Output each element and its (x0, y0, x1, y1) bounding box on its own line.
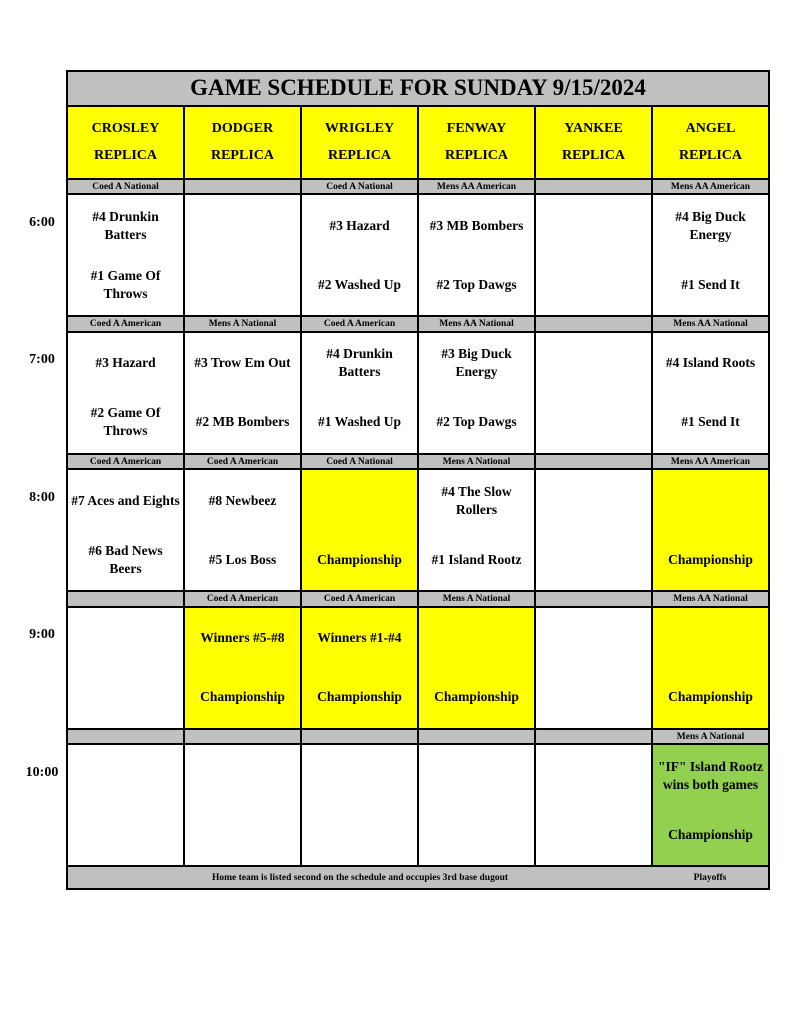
game-team-bottom (71, 805, 180, 864)
game-cell (301, 332, 418, 454)
field-sub: REPLICA (327, 148, 391, 164)
division-label: Mens A National (652, 729, 769, 744)
game-team-bottom (539, 668, 648, 727)
game-cell (535, 607, 652, 729)
division-row (67, 316, 769, 331)
game-team-top (305, 471, 414, 530)
game-cell (535, 744, 652, 866)
division-label: Mens AA National (652, 316, 769, 331)
game-team-bottom: #2 MB Bombers (195, 414, 290, 430)
game-cell (184, 469, 301, 591)
game-team-top (539, 471, 648, 530)
division-label: Coed A American (184, 591, 301, 606)
division-label: Mens A National (418, 591, 535, 606)
game-cell (67, 469, 184, 591)
game-team-bottom: #5 Los Boss (208, 551, 277, 567)
game-team-top (188, 746, 297, 805)
division-label (67, 591, 184, 606)
game-cell (67, 744, 184, 866)
game-team-top: #4 Island Roots (665, 355, 756, 371)
division-label: Coed A American (301, 316, 418, 331)
game-cell (67, 194, 184, 316)
field-sub: REPLICA (93, 148, 157, 164)
game-cell (535, 332, 652, 454)
game-team-top: #3 Big Duck Energy (441, 346, 512, 380)
game-team-bottom (71, 668, 180, 727)
game-team-bottom (422, 805, 531, 864)
field-header-row (67, 106, 769, 179)
game-cell (535, 194, 652, 316)
field-header (535, 106, 652, 179)
field-sub: REPLICA (444, 148, 508, 164)
game-team-top (71, 609, 180, 668)
division-label: Coed A National (301, 179, 418, 194)
time-slot-row (67, 744, 769, 866)
game-team-bottom (539, 255, 648, 314)
division-label: Mens AA American (418, 179, 535, 194)
division-label (535, 179, 652, 194)
division-row (67, 179, 769, 194)
time-slot-row (67, 469, 769, 591)
game-team-top (539, 746, 648, 805)
field-header (418, 106, 535, 179)
division-label: Coed A American (184, 454, 301, 469)
division-label: Coed A American (301, 591, 418, 606)
game-team-bottom: #1 Island Rootz (431, 551, 522, 567)
game-team-top (539, 334, 648, 393)
game-team-bottom: Championship (668, 826, 753, 842)
game-team-top (71, 746, 180, 805)
field-sub: REPLICA (679, 148, 743, 164)
game-team-bottom (188, 255, 297, 314)
game-team-top (656, 471, 765, 530)
division-label: Mens AA National (652, 591, 769, 606)
division-label: Mens A National (184, 316, 301, 331)
division-label (301, 729, 418, 744)
game-team-top: #3 Hazard (95, 355, 156, 371)
game-team-bottom: #1 Send It (681, 276, 740, 292)
game-cell (652, 194, 769, 316)
game-team-top: #3 Trow Em Out (194, 355, 291, 371)
game-team-bottom: #1 Washed Up (317, 414, 402, 430)
game-team-top: #7 Aces and Eights (71, 492, 180, 508)
game-team-bottom: #1 Send It (681, 414, 740, 430)
field-name: WRIGLEY (324, 121, 395, 137)
game-team-bottom: #2 Game Of Throws (90, 405, 161, 439)
game-team-bottom (539, 530, 648, 589)
game-cell (301, 744, 418, 866)
time-label: 6:00 (29, 215, 55, 230)
field-name: FENWAY (446, 121, 507, 137)
field-sub: REPLICA (561, 148, 625, 164)
game-cell (418, 332, 535, 454)
division-label: Coed A National (67, 179, 184, 194)
game-cell (67, 332, 184, 454)
game-cell (652, 332, 769, 454)
game-cell (301, 607, 418, 729)
game-team-top (422, 609, 531, 668)
game-team-bottom: Championship (200, 689, 285, 705)
game-team-top (305, 746, 414, 805)
division-label (67, 729, 184, 744)
field-name: DODGER (211, 121, 274, 137)
game-cell (418, 194, 535, 316)
game-team-top: Winners #1-#4 (317, 630, 402, 646)
field-name: CROSLEY (91, 121, 160, 137)
division-label: Coed A American (67, 316, 184, 331)
division-label: Coed A American (67, 454, 184, 469)
division-row (67, 729, 769, 744)
game-cell (301, 194, 418, 316)
game-team-bottom: #2 Top Dawgs (436, 276, 517, 292)
game-team-top: #8 Newbeez (208, 492, 277, 508)
time-label: 9:00 (29, 627, 55, 642)
game-cell (184, 744, 301, 866)
game-team-bottom: #2 Top Dawgs (436, 414, 517, 430)
division-label: Mens AA American (652, 454, 769, 469)
game-cell (418, 744, 535, 866)
game-team-top (422, 746, 531, 805)
game-team-bottom (305, 805, 414, 864)
game-team-top: Winners #5-#8 (200, 630, 285, 646)
game-team-bottom: Championship (668, 551, 753, 567)
footer-row (67, 866, 769, 889)
schedule-title: GAME SCHEDULE FOR SUNDAY 9/15/2024 (67, 71, 769, 106)
game-cell (535, 469, 652, 591)
footer-label: Playoffs (652, 866, 769, 889)
game-cell (184, 607, 301, 729)
time-slot-row (67, 607, 769, 729)
division-row (67, 591, 769, 606)
game-team-top: #3 MB Bombers (429, 217, 524, 233)
field-header (184, 106, 301, 179)
game-cell (184, 332, 301, 454)
game-team-bottom (539, 393, 648, 452)
time-slot-row (67, 332, 769, 454)
field-header (652, 106, 769, 179)
game-team-bottom: Championship (317, 689, 402, 705)
game-cell (652, 607, 769, 729)
game-team-top (188, 196, 297, 255)
schedule-table (66, 70, 770, 890)
footer-note: Home team is listed second on the schedule and occupies 3rd base dugout (67, 866, 652, 889)
game-team-bottom: Championship (317, 551, 402, 567)
game-cell (184, 194, 301, 316)
game-team-bottom: #1 Game Of Throws (90, 267, 161, 301)
time-slot-row (67, 194, 769, 316)
game-team-top: #4 Drunkin Batters (92, 208, 159, 242)
game-cell (418, 469, 535, 591)
game-cell (301, 469, 418, 591)
game-team-top (539, 609, 648, 668)
game-cell (652, 469, 769, 591)
game-team-top: #3 Hazard (329, 217, 390, 233)
game-cell (418, 607, 535, 729)
division-label: Mens AA American (652, 179, 769, 194)
division-label (184, 179, 301, 194)
division-label: Coed A National (301, 454, 418, 469)
field-name: YANKEE (564, 121, 623, 137)
game-team-bottom: Championship (668, 689, 753, 705)
game-team-bottom: #2 Washed Up (317, 276, 402, 292)
game-team-top: #4 Big Duck Energy (675, 208, 746, 242)
division-label (184, 729, 301, 744)
division-label (535, 454, 652, 469)
game-team-bottom (539, 805, 648, 864)
time-label: 8:00 (29, 490, 55, 505)
game-team-top: "IF" Island Rootz wins both games (658, 758, 764, 792)
division-label (418, 729, 535, 744)
game-team-top: #4 The Slow Rollers (441, 483, 512, 517)
division-label: Mens A National (418, 454, 535, 469)
game-team-bottom: Championship (434, 689, 519, 705)
game-team-bottom (188, 805, 297, 864)
game-team-top (539, 196, 648, 255)
time-label: 7:00 (29, 352, 55, 367)
game-cell (652, 744, 769, 866)
division-label (535, 316, 652, 331)
game-team-bottom: #6 Bad News Beers (88, 542, 163, 576)
field-sub: REPLICA (210, 148, 274, 164)
field-header (301, 106, 418, 179)
field-header (67, 106, 184, 179)
division-label (535, 729, 652, 744)
field-name: ANGEL (685, 121, 736, 137)
division-label: Mens AA National (418, 316, 535, 331)
time-label: 10:00 (25, 765, 59, 780)
game-team-top: #4 Drunkin Batters (326, 346, 393, 380)
division-label (535, 591, 652, 606)
division-row (67, 454, 769, 469)
game-cell (67, 607, 184, 729)
game-team-top (656, 609, 765, 668)
